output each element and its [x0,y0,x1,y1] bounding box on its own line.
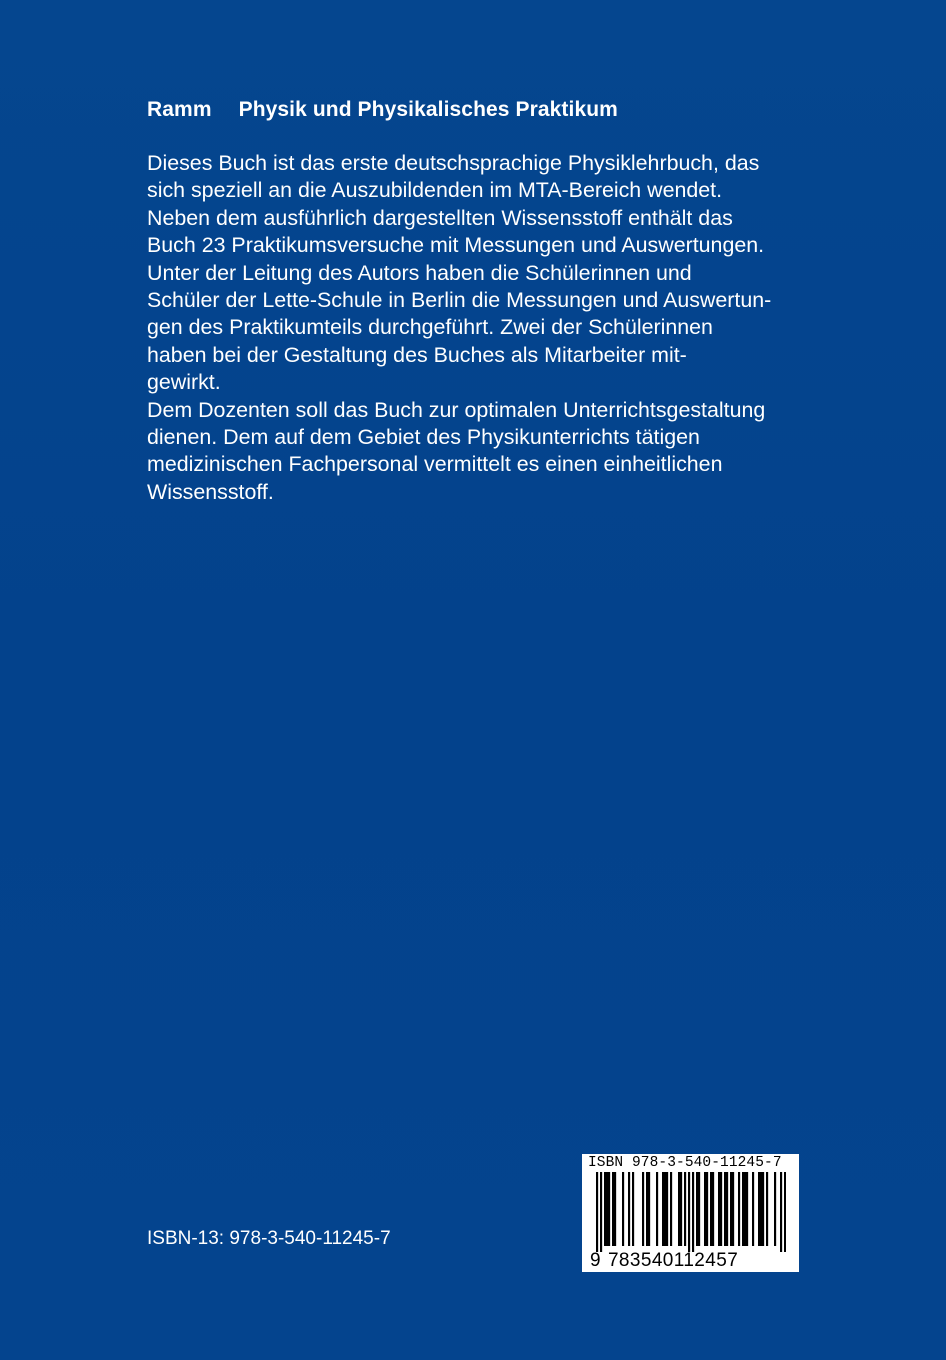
barcode-bar [632,1172,634,1246]
barcode-bar [698,1172,700,1246]
barcode-bar [774,1172,776,1246]
barcode-bar [606,1172,608,1246]
barcode-bar [678,1172,680,1246]
barcode-bar [712,1172,714,1246]
blurb-line: Schüler der Lette-Schule in Berlin die Messungen und Auswertun- [147,288,772,313]
barcode-bar [688,1172,690,1252]
barcode-bar [692,1172,694,1252]
blurb-line: Dieses Buch ist das erste deutschsprachige Physiklehrbuch, das [147,151,760,175]
barcode-bar [646,1172,648,1246]
barcode-bar [614,1172,616,1246]
barcode-digits [590,1250,738,1272]
cover-header [147,98,618,122]
barcode-bar [766,1172,768,1246]
barcode-bar [760,1172,762,1246]
barcode-bar [724,1172,726,1246]
barcode-bar [642,1172,644,1246]
barcode-bar [600,1172,602,1252]
barcode-bar [746,1172,748,1246]
barcode-bar [752,1172,754,1246]
blurb-text [147,150,837,506]
barcode-bar [732,1172,734,1246]
blurb-line: haben bei der Gestaltung des Buches als Mitarbeiter mit- [147,342,687,367]
barcode-bar [684,1172,686,1246]
barcode-bar [758,1172,760,1246]
barcode-bar [706,1172,708,1246]
barcode-bar [718,1172,720,1246]
blurb-line: Wissensstoff. [147,479,274,504]
barcode-bar [710,1172,712,1246]
barcode-main-digits: 783540112457 [607,1250,739,1271]
barcode-bar [784,1172,786,1252]
barcode-bar [670,1172,672,1246]
barcode-bar [780,1172,782,1252]
blurb-line: gen des Praktikumteils durchgeführt. Zwei der Schülerinnen [147,315,713,340]
barcode-bar [628,1172,630,1246]
barcode-bar [762,1172,764,1246]
barcode-bar [664,1172,666,1246]
barcode-bar [680,1172,682,1246]
barcode-bar [608,1172,610,1246]
isbn-13-label: ISBN-13: 978-3-540-11245-7 [147,1228,391,1249]
barcode-bars [596,1172,786,1252]
blurb-line: sich speziell an die Auszubildenden im MTA-Bereich wendet. [147,178,723,203]
barcode-bar [662,1172,664,1246]
blurb-line: Buch 23 Praktikumsversuche mit Messungen und Auswertungen. [147,233,765,258]
book-title: Physik und Physikalisches Praktikum [238,98,618,121]
barcode-bar [612,1172,614,1246]
barcode-bar [648,1172,650,1246]
barcode-bar [726,1172,728,1246]
blurb-line: Neben dem ausführlich dargestellten Wissensstoff enthält das [147,205,733,230]
author-name: Ramm [147,98,212,121]
blurb-line: Unter der Leitung des Autors haben die Schülerinnen und [147,260,692,285]
barcode-isbn-text: ISBN 978-3-540-11245-7 [588,1155,782,1171]
barcode-lead-digit: 9 [590,1250,601,1271]
blurb-line: gewirkt. [147,370,221,395]
blurb-line: dienen. Dem auf dem Gebiet des Physikunterrichts tätigen [147,425,700,450]
barcode-bar [666,1172,668,1246]
barcode-bar [596,1172,598,1252]
barcode-bar [730,1172,732,1246]
barcode-bar [720,1172,722,1246]
barcode-bar [744,1172,746,1246]
isbn-barcode [582,1154,799,1272]
blurb-line: medizinischen Fachpersonal vermittelt es einen einheitlichen [147,452,723,477]
barcode-bar [704,1172,706,1246]
barcode-bar [696,1172,698,1246]
barcode-bar [622,1172,624,1246]
barcode-bar [604,1172,606,1246]
barcode-bar [656,1172,658,1246]
barcode-bar [742,1172,744,1246]
barcode-bar [738,1172,740,1246]
blurb-line: Dem Dozenten soll das Buch zur optimalen Unterrichtsgestaltung [147,397,766,422]
